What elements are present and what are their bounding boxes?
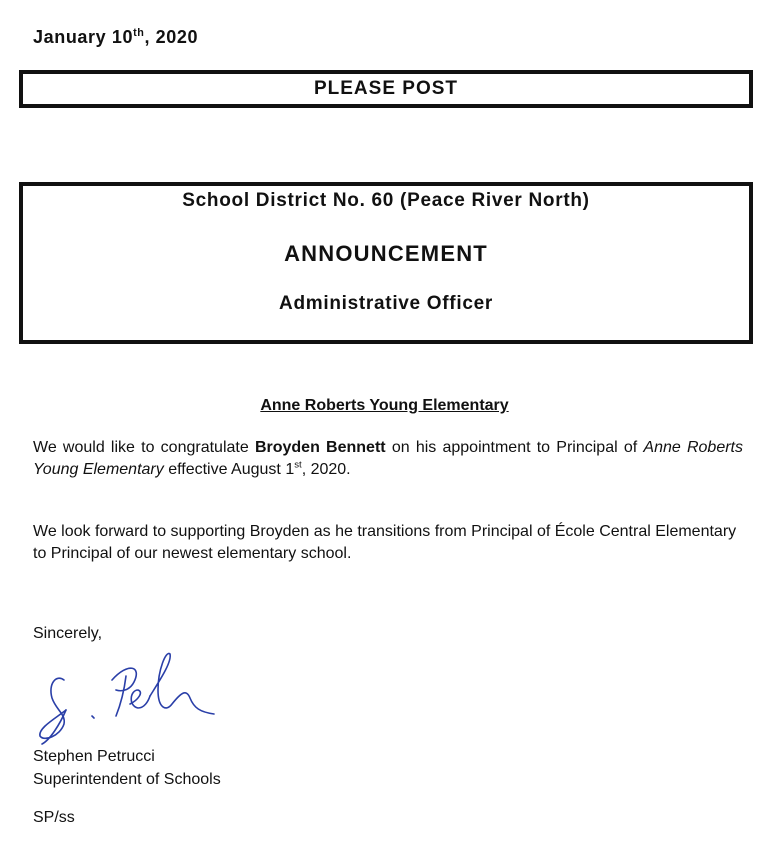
please-post-text: PLEASE POST <box>313 78 459 99</box>
school-heading: Anne Roberts Young Elementary <box>260 397 509 414</box>
p1-intro: We would like to congratulate <box>33 439 255 456</box>
congratulations-paragraph <box>33 437 743 481</box>
reference-initials: SP/ss <box>33 809 75 826</box>
announcement-headline: ANNOUNCEMENT <box>284 241 488 266</box>
letter-date <box>33 27 198 48</box>
signer-block <box>33 745 221 791</box>
appointee-name: Broyden Bennett <box>254 439 386 456</box>
date-ordinal-suffix: th <box>133 27 145 39</box>
signer-title: Superintendent of Schools <box>33 771 221 788</box>
closing-salutation: Sincerely, <box>33 625 103 642</box>
district-name: School District No. 60 (Peace River North) <box>182 190 590 211</box>
date-year: , 2020 <box>144 27 199 47</box>
announcement-box <box>19 182 753 344</box>
p1-mid: on his appointment to Principal of <box>385 439 644 456</box>
p1-effective: effective August 1 <box>163 461 295 478</box>
support-paragraph: We look forward to supporting Broyden as he transitions from Principal of École Central Elementary to Principal of our newest elementary school. <box>33 523 737 562</box>
p1-school-name: Anne Roberts Young Elementary <box>33 439 743 478</box>
date-month-day: January 10 <box>33 27 134 47</box>
p1-end: , 2020. <box>301 461 351 478</box>
announcement-subhead: Administrative Officer <box>279 293 493 314</box>
handwritten-signature <box>30 640 245 748</box>
please-post-banner <box>19 70 753 108</box>
p1-ordinal-suffix: st <box>294 459 302 471</box>
signer-name: Stephen Petrucci <box>33 748 155 765</box>
